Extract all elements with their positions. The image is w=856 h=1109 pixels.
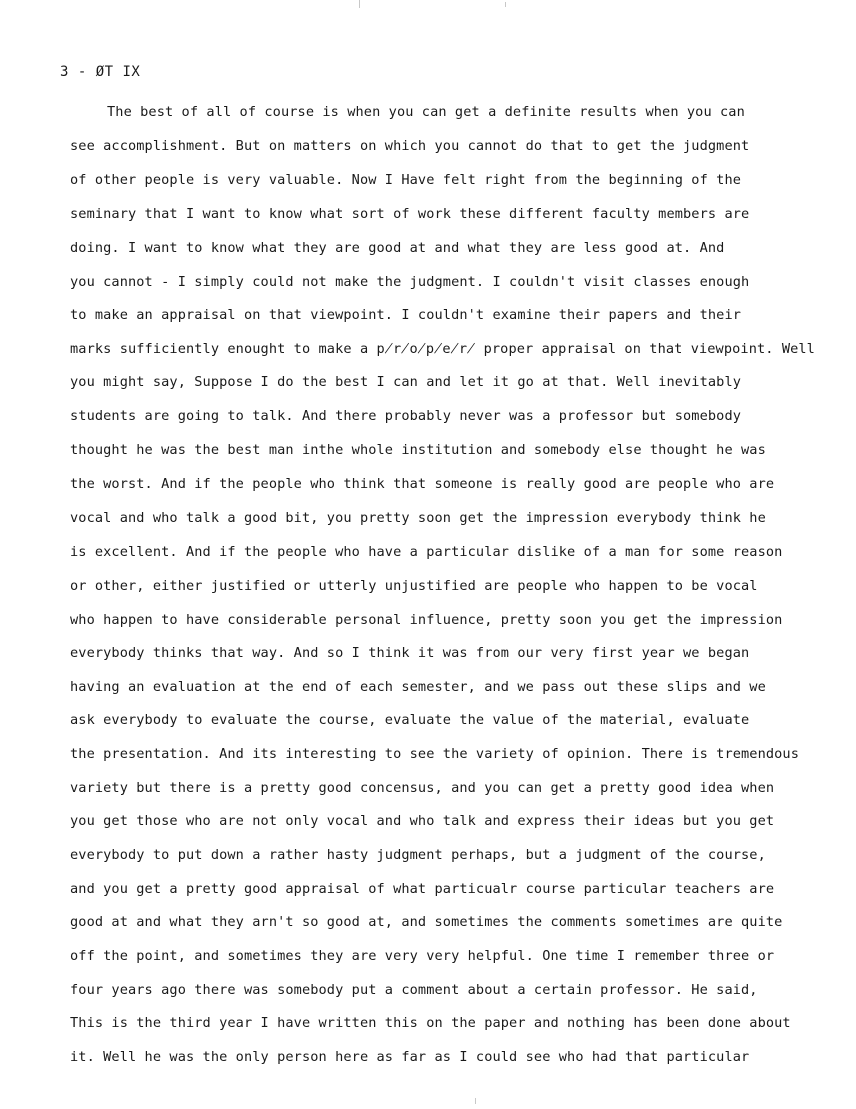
text-line: off the point, and sometimes they are very very helpful. One time I remember three or (70, 948, 775, 964)
text-line: everybody to put down a rather hasty judgment perhaps, but a judgment of the course, (70, 847, 766, 863)
text-line: it. Well he was the only person here as far as I could see who had that particular (70, 1049, 750, 1065)
text-line: students are going to talk. And there probably never was a professor but somebody (70, 408, 742, 424)
text-line: The best of all of course is when you can get a definite results when you can (107, 104, 745, 120)
scan-mark (359, 0, 360, 8)
text-line: everybody thinks that way. And so I think it was from our very first year we began (70, 645, 750, 661)
text-line: ask everybody to evaluate the course, evaluate the value of the material, evaluate (70, 712, 750, 728)
text-line: four years ago there was somebody put a comment about a certain professor. He said, (70, 982, 758, 998)
text-line: or other, either justified or utterly unjustified are people who happen to be vocal (70, 578, 758, 594)
page-header: 3 - ØT IX (60, 64, 141, 80)
text-line: variety but there is a pretty good concensus, and you can get a pretty good idea when (70, 780, 775, 796)
text-line: thought he was the best man inthe whole institution and somebody else thought he was (70, 442, 766, 458)
text-line: marks sufficiently enought to make a p̸r̸o̸p̸e̸r̸ proper appraisal on that viewpoint. Well (70, 341, 815, 357)
scan-mark (505, 2, 506, 7)
text-line: doing. I want to know what they are good at and what they are less good at. And (70, 240, 725, 256)
scan-mark (475, 1098, 476, 1104)
text-line: and you get a pretty good appraisal of what particualr course particular teachers are (70, 881, 775, 897)
text-line: who happen to have considerable personal influence, pretty soon you get the impression (70, 612, 783, 628)
text-line: to make an appraisal on that viewpoint. I couldn't examine their papers and their (70, 307, 742, 323)
text-line: of other people is very valuable. Now I Have felt right from the beginning of the (70, 172, 742, 188)
text-line: you cannot - I simply could not make the judgment. I couldn't visit classes enough (70, 274, 750, 290)
text-line: having an evaluation at the end of each semester, and we pass out these slips and we (70, 679, 766, 695)
text-line: the worst. And if the people who think that someone is really good are people who are (70, 476, 775, 492)
text-line: you might say, Suppose I do the best I can and let it go at that. Well inevitably (70, 374, 742, 390)
text-line: This is the third year I have written this on the paper and nothing has been done about (70, 1015, 791, 1031)
text-line: you get those who are not only vocal and who talk and express their ideas but you get (70, 813, 775, 829)
text-line: see accomplishment. But on matters on which you cannot do that to get the judgment (70, 138, 750, 154)
text-line: seminary that I want to know what sort of work these different faculty members are (70, 206, 750, 222)
text-line: is excellent. And if the people who have a particular dislike of a man for some reason (70, 544, 783, 560)
text-line: good at and what they arn't so good at, and sometimes the comments sometimes are quite (70, 914, 783, 930)
text-line: vocal and who talk a good bit, you pretty soon get the impression everybody think he (70, 510, 766, 526)
text-line: the presentation. And its interesting to see the variety of opinion. There is tremendous (70, 746, 800, 762)
